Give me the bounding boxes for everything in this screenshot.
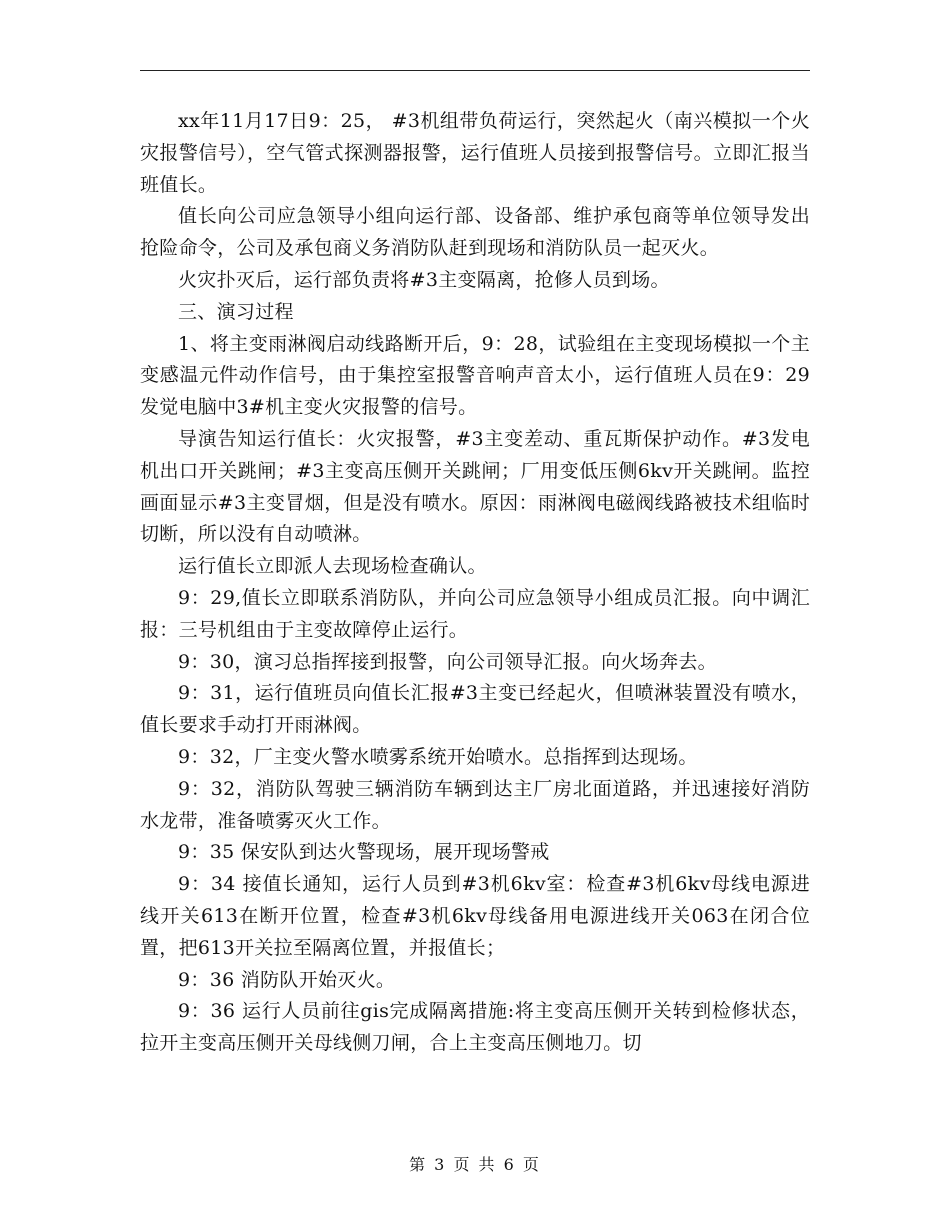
paragraph: 9：36 消防队开始灭火。: [178, 968, 396, 991]
header-rule: [140, 70, 810, 71]
paragraph: 9：32，厂主变火警水喷雾系统开始喷水。总指挥到达现场。: [178, 745, 698, 768]
paragraph: 9：36 运行人员前往gis完成隔离措施:将主变高压侧开关转到检修状态，拉开主变高压侧开关母线侧刀闸，合上主变高压侧地刀。切: [140, 1000, 810, 1055]
paragraph: 火灾扑灭后，运行部负责将#3主变隔离，抢修人员到场。: [178, 268, 670, 291]
body-text: [140, 106, 810, 1060]
paragraph: 9：29,值长立即联系消防队，并向公司应急领导小组成员汇报。向中调汇报：三号机组由于主变故障停止运行。: [140, 586, 810, 641]
paragraph: 9：35 保安队到达火警现场，展开现场警戒: [178, 841, 550, 864]
page-number-footer: 第 3 页 共 6 页: [409, 1155, 541, 1174]
paragraph: 9：34 接值长通知，运行人员到#3机6kv室：检查#3机6kv母线电源进线开关613在断开位置，检查#3机6kv母线备用电源进线开关063在闭合位置，把613开关拉至隔离位置，并报值长；: [140, 873, 810, 959]
paragraph: 9：30，演习总指挥接到报警，向公司领导汇报。向火场奔去。: [178, 650, 717, 673]
paragraph: xx年11月17日9：25， #3机组带负荷运行，突然起火（南兴模拟一个火灾报警信号），空气管式探测器报警，运行值班人员接到报警信号。立即汇报当班值长。: [140, 110, 810, 196]
paragraph: 运行值长立即派人去现场检查确认。: [178, 555, 487, 578]
paragraph: 9：32，消防队驾驶三辆消防车辆到达主厂房北面道路，并迅速接好消防水龙带，准备喷雾灭火工作。: [140, 777, 810, 832]
paragraph: 9：31，运行值班员向值长汇报#3主变已经起火，但喷淋装置没有喷水，值长要求手动打开雨淋阀。: [140, 682, 810, 737]
paragraph: 值长向公司应急领导小组向运行部、设备部、维护承包商等单位领导发出抢险命令，公司及承包商义务消防队赶到现场和消防队员一起灭火。: [140, 205, 810, 260]
paragraph: 1、将主变雨淋阀启动线路断开后，9：28，试验组在主变现场模拟一个主变感温元件动作信号，由于集控室报警音响声音太小，运行值班人员在9：29发觉电脑中3#机主变火灾报警的信号。: [140, 332, 810, 419]
paragraph: 导演告知运行值长：火灾报警，#3主变差动、重瓦斯保护动作。#3发电机出口开关跳闸；#3主变高压侧开关跳闸；厂用变低压侧6kv开关跳闸。监控画面显示#3主变冒烟，但是没有喷水。原因：雨淋阀电磁阀线路被技术组临时切断，所以没有自动喷淋。: [140, 427, 810, 546]
section-heading: 三、演习过程: [178, 300, 294, 323]
